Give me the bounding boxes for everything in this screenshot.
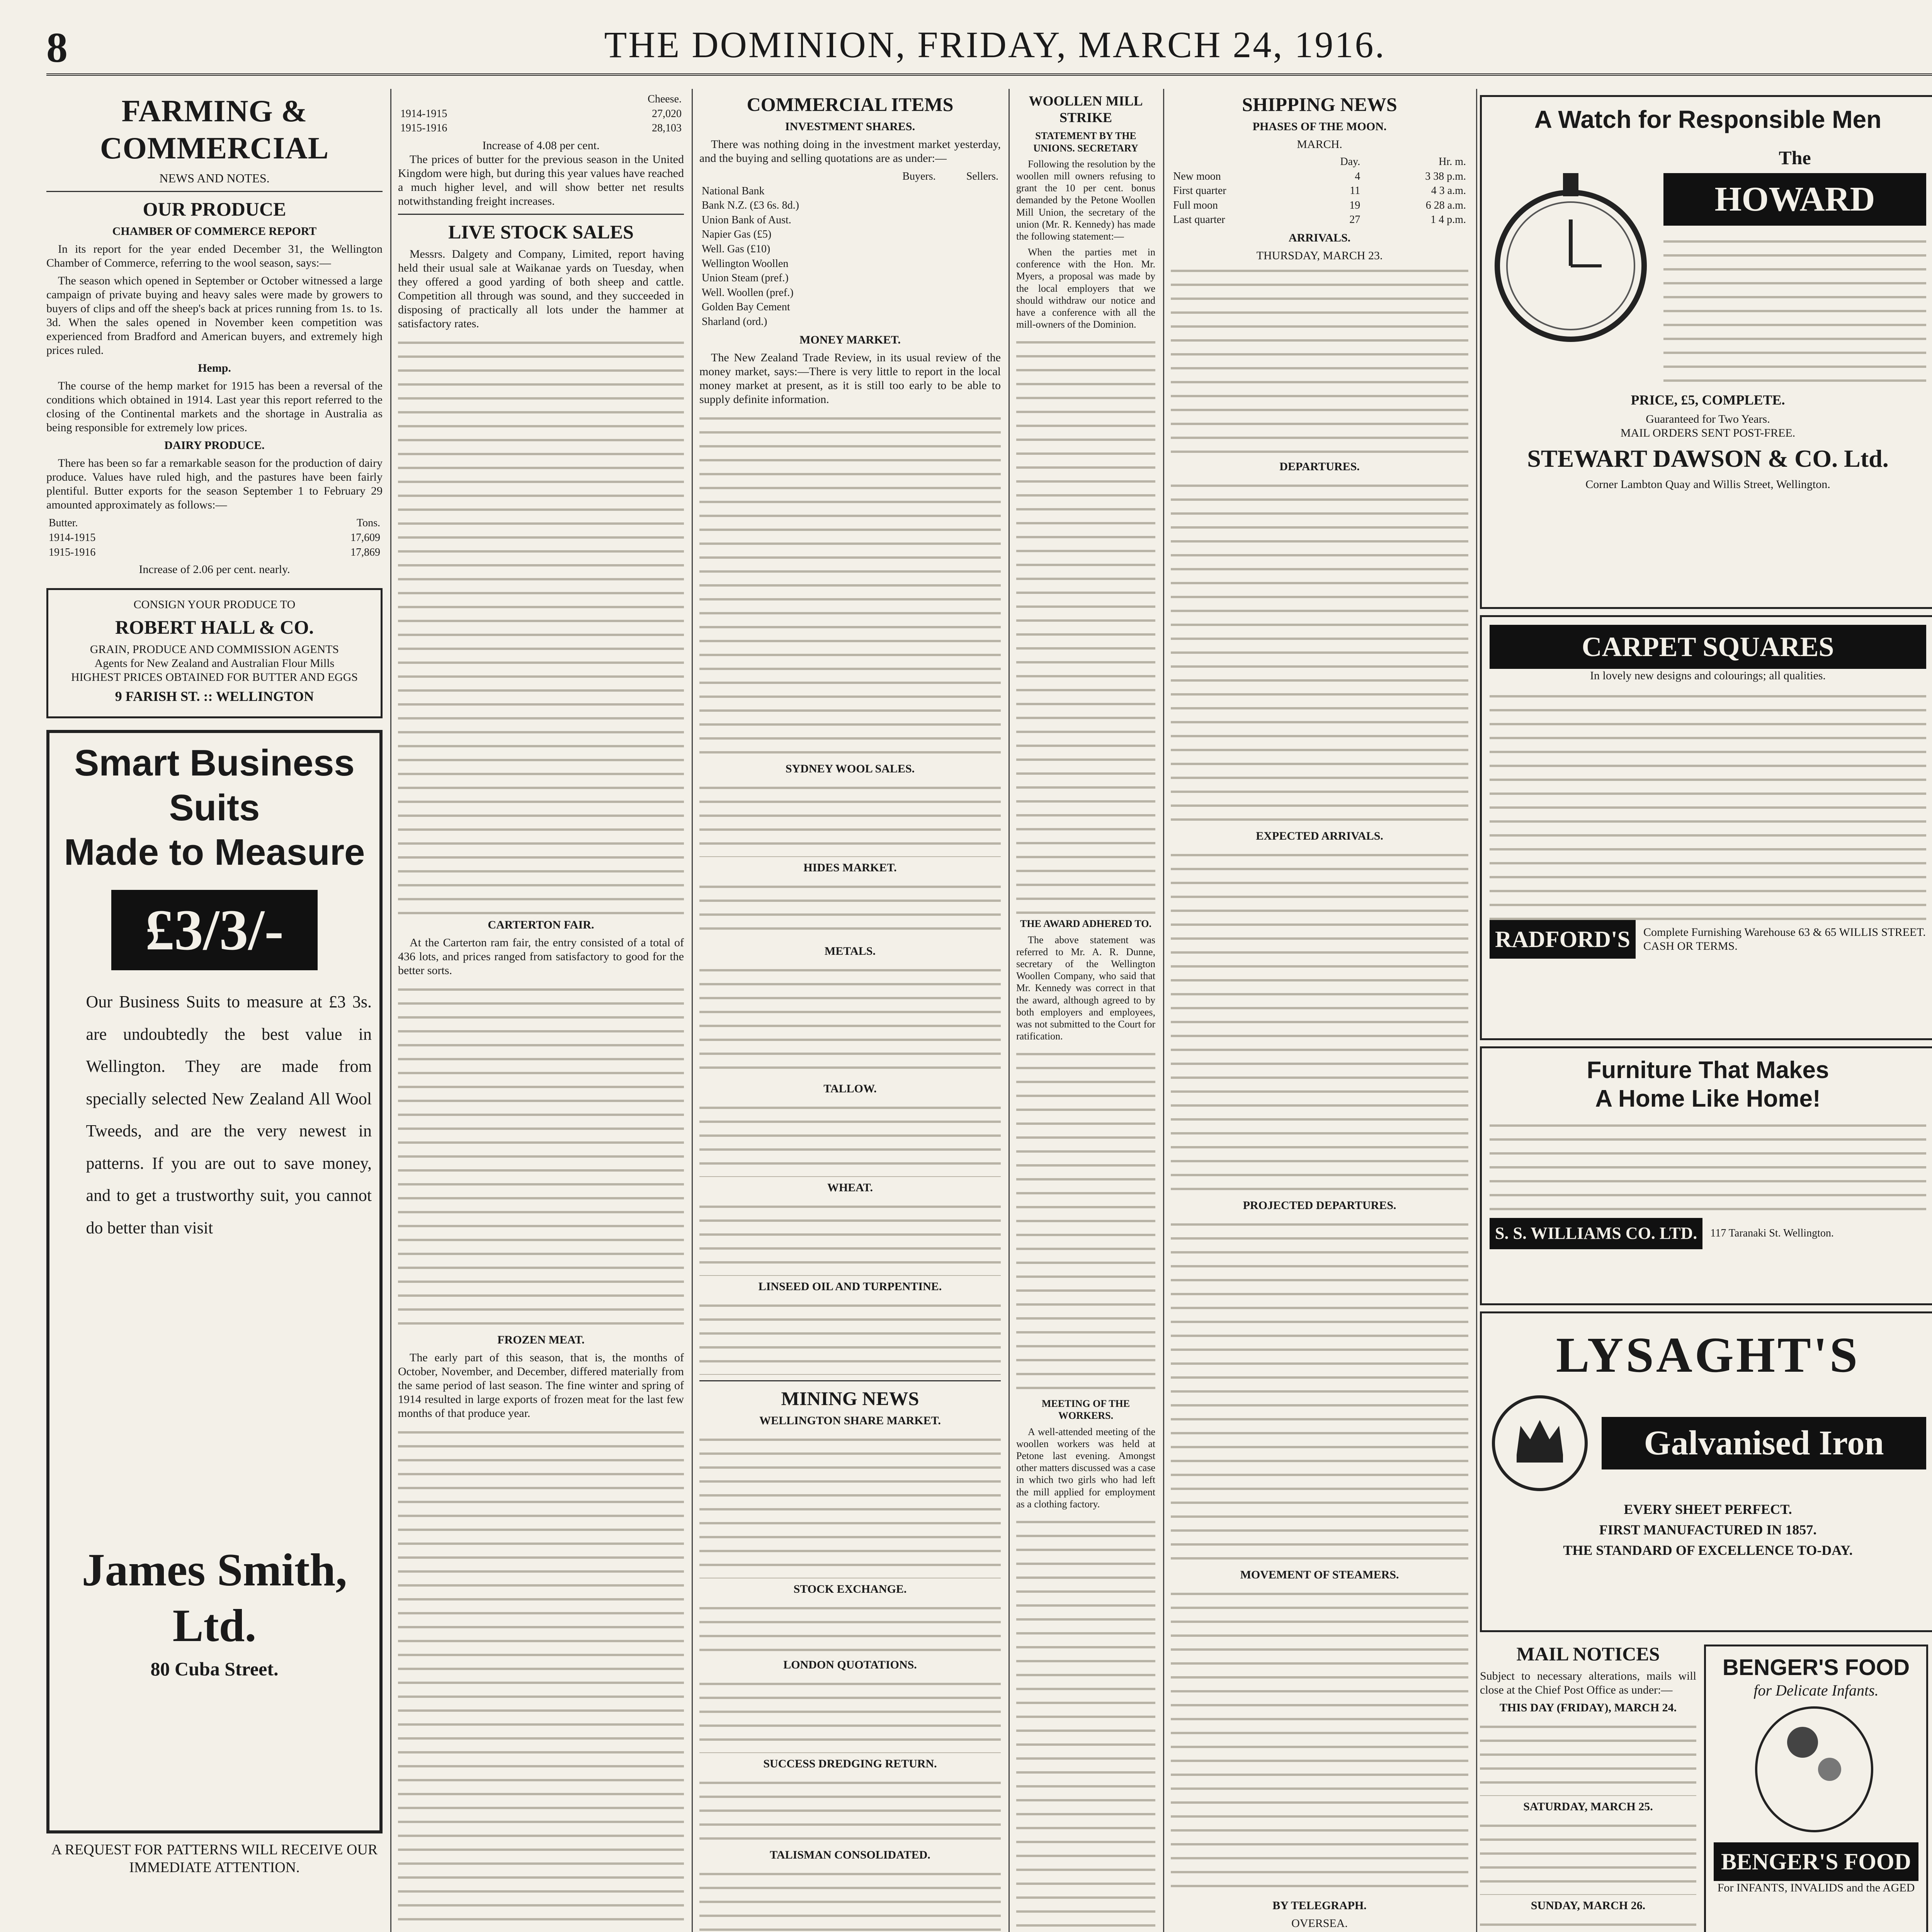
table-row: Bank N.Z. (£3 6s. 8d.) [702, 199, 799, 212]
text-block [1480, 1719, 1696, 1796]
stewart-dawson-name: STEWART DAWSON & CO. Ltd. [1527, 444, 1889, 472]
table-row: 1914-1915 27,020 [400, 107, 682, 120]
howard-watch-ad [1480, 95, 1932, 609]
text-block [699, 1676, 1001, 1753]
howard-guarantee: Guaranteed for Two Years. [1646, 412, 1770, 425]
standard-of-excellence: THE STANDARD OF EXCELLENCE TO-DAY. [1563, 1543, 1853, 1558]
frozen-meat-heading: FROZEN MEAT. [497, 1333, 585, 1346]
furniture-line1: Furniture That Makes [1587, 1057, 1829, 1083]
award-paragraph: The above statement was referred to Mr. A. R. Dunne, secretary of the Wellington Woollen Company, who said that Mr. Kennedy was correct in that the award, although agreed to by both employers and employees, was not submitted to the Court for ratification. [1016, 934, 1155, 1042]
mail-title: MAIL NOTICES [1516, 1643, 1660, 1665]
our-produce-heading: OUR PRODUCE [143, 198, 286, 220]
trade-mark-crown-emblem [1490, 1389, 1590, 1497]
mail-day-heading: SATURDAY, MARCH 25. [1523, 1800, 1653, 1813]
table-row: Napier Gas (£5) [702, 228, 772, 241]
text-block [699, 1432, 1001, 1578]
talisman-heading: TALISMAN CONSOLIDATED. [770, 1848, 930, 1861]
stewart-dawson-address: Corner Lambton Quay and Willis Street, Wellington. [1585, 478, 1830, 491]
strike-paragraph-1: Following the resolution by the woollen mill owners refusing to grant the 10 per cent. bonus demanded by the Petone Woollen Mill Union, the secretary of the union (Mr. R. Kennedy) has made the following statement:— [1016, 158, 1155, 242]
strike-subtitle: STATEMENT BY THE UNIONS. SECRETARY [1033, 130, 1138, 154]
mother-and-infant-illustration [1714, 1700, 1915, 1839]
chamber-heading: CHAMBER OF COMMERCE REPORT [112, 225, 317, 238]
cheese-title: Cheese. [648, 93, 682, 105]
ads-column [1480, 89, 1932, 1932]
williams-address: 117 Taranaki St. Wellington. [1710, 1227, 1834, 1240]
text-block [1171, 478, 1468, 825]
every-sheet-perfect: EVERY SHEET PERFECT. [1624, 1502, 1792, 1517]
table-row: Well. Woollen (pref.) [702, 286, 794, 299]
frozen-meat-paragraph: The early part of this season, that is, the months of October, November, and December, differed materially from the same period of last season. The fine winter and spring of 1914 resulted in large exports of frozen meat for the last few months of that produce year. [398, 1351, 684, 1420]
masthead [46, 15, 1932, 76]
time-header: Hr. m. [1439, 156, 1466, 168]
howard-headline: A Watch for Responsible Men [1534, 105, 1882, 133]
wheat-heading: WHEAT. [827, 1181, 873, 1194]
wool-paragraph: The season which opened in September or October witnessed a large campaign of private buying and heavy sales were made by growers to buyers of clips and off the sheep's back at prices running from 1s. to 1s. 3d. When the sales opened in November keen competition was experienced from Bradford and American buyers, and extremely high prices ruled. [46, 274, 383, 357]
text-block [699, 780, 1001, 857]
table-row: First quarter 11 4 3 a.m. [1173, 185, 1466, 197]
shipping-column [1171, 89, 1468, 1932]
livestock-paragraph: Messrs. Dalgety and Company, Limited, report having held their usual sale at Waikanae yards on Tuesday, when they offered a good yarding of both sheep and cattle. Competition all through was sound, and they succeeded in disposing of practically all lots under the hammer at satisfactory rates. [398, 247, 684, 330]
telegraph-heading: BY TELEGRAPH. [1272, 1899, 1367, 1912]
investment-heading: INVESTMENT SHARES. [785, 120, 915, 133]
strike-title: WOOLLEN MILL STRIKE [1029, 93, 1143, 126]
hemp-paragraph: The course of the hemp market for 1915 has been a reversal of the conditions which obtained in 1914. Last year this report referred to the closing of the Continental markets and the shortage in Australia as being responsible for extremely low prices. [46, 379, 383, 434]
strike-paragraph-2: When the parties met in conference with the Hon. Mr. Myers, a proposal was made by the local employers that we should withdraw our notice and have a conference with all the mill-owners of the Dominion. [1016, 247, 1155, 330]
carpet-subtitle: In lovely new designs and colourings; all qualities. [1590, 669, 1826, 682]
robert-hall-address: 9 FARISH ST. :: WELLINGTON [115, 689, 314, 704]
text-block [699, 879, 1001, 940]
expected-heading: EXPECTED ARRIVALS. [1256, 829, 1383, 842]
moon-table [1171, 155, 1468, 227]
metals-heading: METALS. [825, 944, 876, 957]
lysaght-iron-ad [1480, 1311, 1932, 1632]
howard-the: The [1779, 146, 1811, 168]
sellers-header: Sellers. [966, 170, 998, 182]
livestock-column [398, 89, 684, 1932]
bengers-title: BENGER'S FOOD [1722, 1655, 1910, 1680]
day-header: Day. [1340, 156, 1361, 168]
text-block [398, 981, 684, 1329]
table-row: Last quarter 27 1 4 p.m. [1173, 214, 1466, 226]
tallow-heading: TALLOW. [823, 1082, 877, 1095]
table-row: Sharland (ord.) [702, 315, 767, 328]
movement-heading: MOVEMENT OF STEAMERS. [1240, 1568, 1399, 1581]
robert-hall-ad [46, 588, 383, 718]
furniture-line2: A Home Like Home! [1595, 1085, 1821, 1112]
table-row: New moon 4 3 38 p.m. [1173, 170, 1466, 182]
robert-hall-line2: Agents for New Zealand and Australian Flour Mills [94, 657, 335, 670]
investment-intro: There was nothing doing in the investment market yesterday, and the buying and selling quotations are as under:— [699, 138, 1001, 165]
text-block [1480, 1917, 1696, 1932]
livestock-intro: The prices of butter for the previous season in the United Kingdom were high, but during this year values have reached a much higher level, and will show better net results notwithstanding freight increases. [398, 153, 684, 207]
smith-body: Our Business Suits to measure at £3 3s. are undoubtedly the best value in Wellington. They are made from specially selected New Zealand All Wool Tweeds, and are the very newest in patterns. If you are out to save money, and to get a trustworthy suit, you cannot do better than visit [86, 992, 372, 1238]
robert-hall-line3: HIGHEST PRICES OBTAINED FOR BUTTER AND EGGS [71, 671, 358, 684]
smith-headline-2: Made to Measure [64, 831, 365, 873]
text-block [699, 410, 1001, 758]
radford-carpet-ad [1480, 615, 1932, 1040]
arrivals-heading: ARRIVALS. [1288, 231, 1351, 244]
james-smith-ad [46, 730, 383, 1833]
column-rule [1009, 89, 1010, 1932]
bengers-tin: BENGER'S FOOD [1714, 1842, 1918, 1881]
carpet-title: CARPET SQUARES [1490, 625, 1926, 669]
table-row: 1914-1915 17,609 [49, 531, 380, 544]
smith-price: £3/3/- [111, 890, 318, 970]
butter-unit: Tons. [356, 517, 380, 529]
table-row: Golden Bay Cement [702, 301, 790, 313]
cheese-table [398, 92, 684, 136]
page-number: 8 [46, 24, 68, 71]
farming-column-1 [46, 89, 383, 1932]
text-block [699, 1298, 1001, 1375]
text-block [398, 1424, 684, 1932]
shipping-title: SHIPPING NEWS [1242, 94, 1397, 115]
commercial-column [699, 89, 1001, 1932]
departures-heading: DEPARTURES. [1279, 460, 1360, 473]
sydney-wool-heading: SYDNEY WOOL SALES. [785, 762, 915, 775]
bengers-invalids: For INFANTS, INVALIDS and the AGED [1717, 1881, 1915, 1894]
commercial-title: COMMERCIAL ITEMS [747, 94, 954, 115]
text-block [1171, 263, 1468, 456]
text-block [1663, 233, 1926, 388]
hides-heading: HIDES MARKET. [803, 861, 897, 874]
gentleman-illustration [57, 986, 75, 1527]
text-block [699, 1199, 1001, 1276]
williams-furniture-ad [1480, 1046, 1932, 1305]
consign-text: CONSIGN YOUR PRODUCE TO [133, 598, 296, 611]
radford-name: RADFORD'S [1490, 920, 1636, 959]
projected-heading: PROJECTED DEPARTURES. [1243, 1199, 1396, 1212]
meeting-paragraph: A well-attended meeting of the woollen workers was held at Petone last evening. Amongst other matters discussed was a case in which two girls who had left the mill applied for employment as a clothing factory. [1016, 1426, 1155, 1510]
table-row: Union Steam (pref.) [702, 272, 789, 284]
howard-name: HOWARD [1663, 173, 1926, 226]
galvanised-iron: Galvanised Iron [1602, 1417, 1926, 1469]
linseed-heading: LINSEED OIL AND TURPENTINE. [758, 1280, 942, 1293]
meeting-heading: MEETING OF THE WORKERS. [1041, 1398, 1130, 1422]
table-row: Full moon 19 6 28 a.m. [1173, 199, 1466, 211]
text-block [1016, 334, 1155, 914]
radford-terms: CASH OR TERMS. [1643, 940, 1738, 953]
table-row: 1915-1916 17,869 [49, 546, 380, 558]
text-block [1171, 847, 1468, 1195]
text-block [1490, 688, 1926, 920]
london-quotations-heading: LONDON QUOTATIONS. [783, 1658, 917, 1671]
text-block [699, 1775, 1001, 1844]
robert-hall-name: ROBERT HALL & CO. [115, 616, 314, 638]
mail-day-heading: SUNDAY, MARCH 26. [1531, 1899, 1646, 1912]
column-rule [390, 89, 391, 1932]
bengers-food-ad [1704, 1645, 1928, 1932]
dairy-heading: DAIRY PRODUCE. [164, 439, 265, 452]
butter-title: Butter. [49, 517, 78, 529]
text-block [699, 1600, 1001, 1654]
hemp-heading: Hemp. [198, 362, 231, 375]
page-title: THE DOMINION, FRIDAY, MARCH 24, 1916. [604, 24, 1386, 65]
dredging-heading: SUCCESS DREDGING RETURN. [763, 1757, 937, 1770]
farming-subtitle: NEWS AND NOTES. [159, 171, 270, 185]
text-block [699, 1866, 1001, 1932]
column-rule [692, 89, 693, 1932]
farming-title: FARMING & COMMERCIAL [100, 94, 329, 165]
williams-name: S. S. WILLIAMS CO. LTD. [1490, 1218, 1702, 1249]
text-block [699, 962, 1001, 1078]
moon-month: MARCH. [1297, 138, 1342, 151]
table-row: Union Bank of Aust. [702, 214, 791, 226]
radford-address: Complete Furnishing Warehouse 63 & 65 WILLIS STREET. [1643, 926, 1926, 939]
first-manufactured: FIRST MANUFACTURED IN 1857. [1599, 1522, 1817, 1538]
table-row: 1915-1916 28,103 [400, 122, 682, 134]
carterton-paragraph: At the Carterton ram fair, the entry consisted of a total of 436 lots, and prices ranged from satisfactory to good for the better sorts. [398, 936, 684, 977]
award-heading: THE AWARD ADHERED TO. [1020, 918, 1152, 930]
moon-heading: PHASES OF THE MOON. [1252, 120, 1387, 133]
chamber-intro: In its report for the year ended December 31, the Wellington Chamber of Commerce, referring to the wool season, says:— [46, 243, 383, 270]
text-block [1016, 1514, 1155, 1932]
pocket-watch-illustration [1490, 142, 1652, 374]
column-rule [1476, 89, 1477, 1932]
text-block [1171, 1586, 1468, 1895]
smith-footer: A REQUEST FOR PATTERNS WILL RECEIVE OUR IMMEDIATE ATTENTION. [51, 1842, 378, 1876]
text-block [1490, 1117, 1926, 1218]
howard-mail-orders: MAIL ORDERS SENT POST-FREE. [1620, 426, 1796, 439]
butter-table [46, 516, 383, 560]
money-paragraph: The New Zealand Trade Review, in its usual review of the money market, says:—There is very little to report in the local money market at present, as it is still too early to be able to supply definite information. [699, 351, 1001, 406]
table-row: Well. Gas (£10) [702, 243, 770, 255]
howard-price: PRICE, £5, COMPLETE. [1631, 392, 1785, 408]
dairy-paragraph: There has been so far a remarkable season for the production of dairy produce. Values have ruled high, and the pastures have been fairly plentiful. Butter exports for the season September 1 to February 29 amounted approximately as follows:— [46, 457, 383, 512]
mining-sharemarket-heading: WELLINGTON SHARE MARKET. [759, 1414, 941, 1427]
strike-column [1016, 89, 1155, 1932]
smith-headline-1: Smart Business Suits [74, 742, 355, 828]
smith-name: James Smith, Ltd. [82, 1544, 347, 1651]
bengers-tagline: for Delicate Infants. [1753, 1681, 1879, 1699]
text-block [1480, 1818, 1696, 1895]
money-heading: MONEY MARKET. [799, 333, 901, 346]
telegraph-subheading: OVERSEA. [1291, 1917, 1348, 1930]
text-block [1171, 1930, 1468, 1932]
text-block [1171, 1216, 1468, 1564]
shares-table [699, 169, 1001, 329]
lysaght-name: LYSAGHT'S [1556, 1327, 1860, 1383]
robert-hall-line1: GRAIN, PRODUCE AND COMMISSION AGENTS [90, 643, 339, 656]
stock-exchange-heading: STOCK EXCHANGE. [793, 1582, 907, 1595]
text-block [1016, 1046, 1155, 1394]
table-row: National Bank [702, 185, 765, 197]
mail-intro: Subject to necessary alterations, mails will close at the Chief Post Office as under:— [1480, 1670, 1696, 1696]
mining-title: MINING NEWS [781, 1387, 919, 1409]
carterton-heading: CARTERTON FAIR. [488, 918, 594, 931]
butter-note: Increase of 2.06 per cent. nearly. [139, 563, 290, 576]
smith-street: 80 Cuba Street. [150, 1658, 279, 1680]
text-block [398, 335, 684, 914]
column-rule [1163, 89, 1164, 1932]
buyers-header: Buyers. [902, 170, 936, 182]
table-row: Wellington Woollen [702, 257, 789, 270]
text-block [699, 1100, 1001, 1177]
livestock-title: LIVE STOCK SALES [448, 221, 634, 243]
mail-day-heading: THIS DAY (FRIDAY), MARCH 24. [1499, 1701, 1677, 1714]
arrivals-date: THURSDAY, MARCH 23. [1256, 249, 1383, 262]
cheese-note: Increase of 4.08 per cent. [482, 139, 600, 152]
